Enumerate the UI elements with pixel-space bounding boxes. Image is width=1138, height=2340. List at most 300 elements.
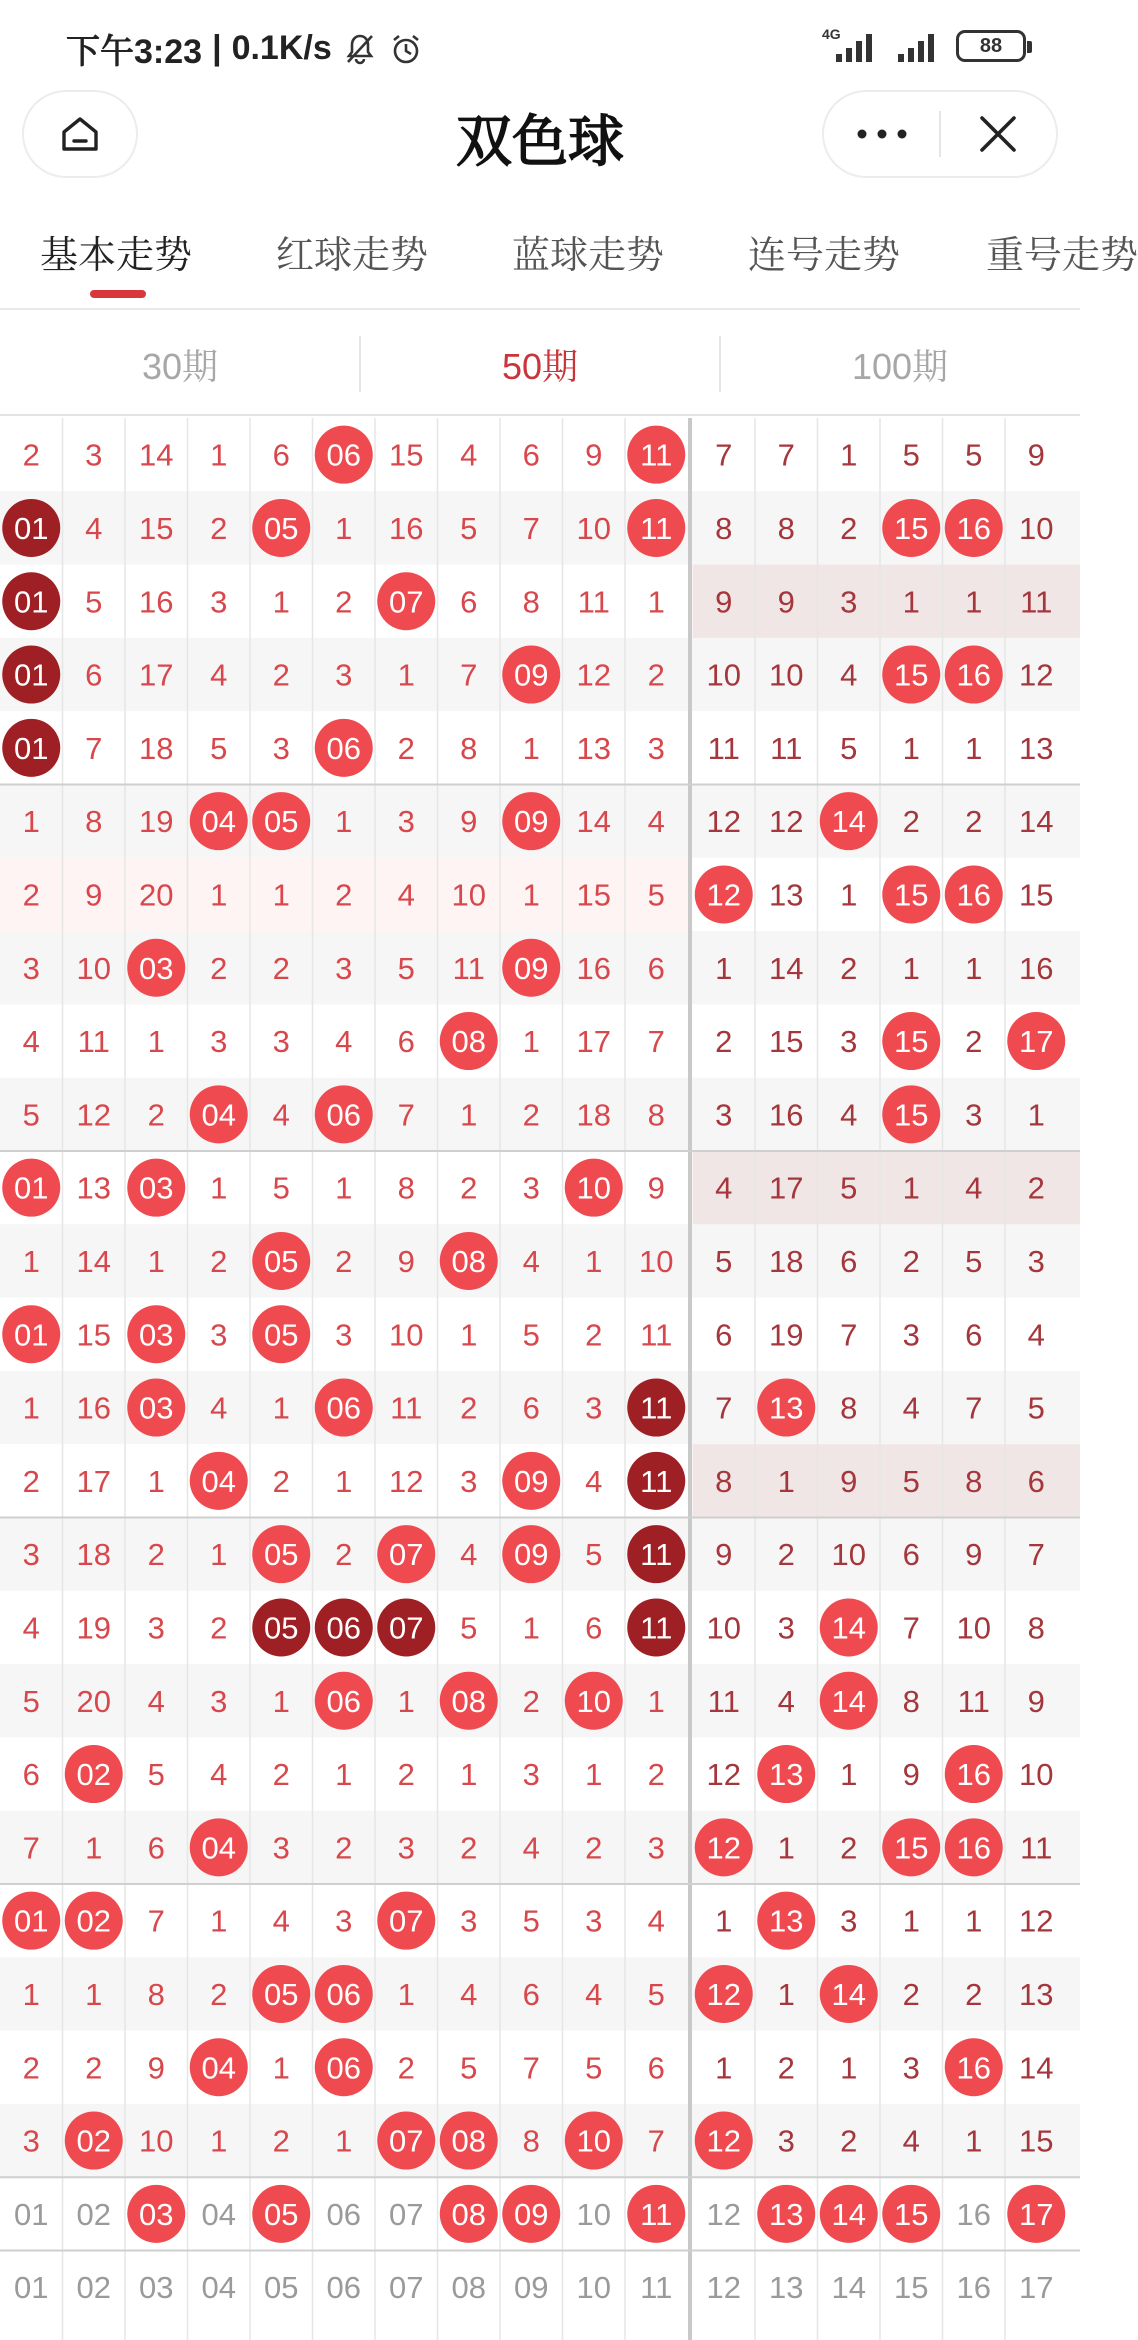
miss-count: 2: [210, 510, 228, 546]
alarm-clock-icon: [388, 31, 424, 67]
miss-count: 1: [210, 1537, 228, 1573]
miss-count: 2: [840, 510, 858, 546]
miss-count: 10: [1019, 510, 1054, 546]
ball-number: 04: [201, 1463, 236, 1499]
miss-count: 2: [965, 804, 983, 840]
miss-count: 4: [715, 1170, 733, 1206]
miss-count: 1: [22, 804, 40, 840]
period-30[interactable]: 30期: [141, 345, 219, 387]
trend-grid[interactable]: [0, 418, 1080, 2340]
ball-number: 15: [894, 657, 929, 693]
ball-number: 05: [264, 1976, 299, 2012]
miss-count: 3: [647, 1830, 665, 1866]
miss-count: 16: [389, 510, 424, 546]
ball-number: 09: [514, 1463, 549, 1499]
miss-count: 1: [715, 1903, 733, 1939]
signal-bars-icon: [822, 26, 882, 66]
miss-count: 14: [76, 1243, 111, 1279]
miss-count: 1: [840, 437, 858, 473]
ball-number: 09: [514, 1537, 549, 1573]
miss-count: 11: [707, 730, 740, 766]
ball-number: 16: [956, 2050, 991, 2086]
miss-count: 5: [397, 950, 415, 986]
miss-count: 2: [210, 1976, 228, 2012]
ball-number: 07: [389, 1903, 424, 1939]
ball-number: 05: [264, 1317, 299, 1353]
ball-number: 04: [201, 1830, 236, 1866]
miss-count: 9: [902, 1757, 920, 1793]
more-button[interactable]: [824, 92, 939, 176]
miss-count: 1: [965, 584, 983, 620]
tab-consecutive-trend[interactable]: 连号走势: [748, 235, 901, 277]
tab-repeat-trend[interactable]: 重号走势: [986, 235, 1138, 277]
miss-count: 9: [965, 1537, 983, 1573]
miniapp-capsule: [822, 90, 1058, 178]
miss-count: 1: [210, 437, 228, 473]
miss-count: 5: [522, 1903, 540, 1939]
miss-count: 15: [389, 437, 424, 473]
ball-number: 16: [956, 1830, 991, 1866]
miss-count: 01: [14, 2196, 49, 2232]
miss-count: 9: [460, 804, 478, 840]
miss-count: 10: [769, 657, 804, 693]
ball-number: 05: [264, 510, 299, 546]
miss-count: 3: [210, 1317, 228, 1353]
miss-count: 3: [840, 584, 858, 620]
miss-count: 1: [335, 1463, 353, 1499]
ball-number: 17: [1019, 1024, 1054, 1060]
miss-count: 4: [210, 1757, 228, 1793]
miss-count: 6: [522, 1390, 540, 1426]
miss-count: 1: [715, 950, 733, 986]
miss-count: 7: [902, 1610, 920, 1646]
miss-count: 11: [390, 1390, 423, 1426]
miss-count: 1: [460, 1317, 478, 1353]
miss-count: 18: [576, 1097, 611, 1133]
miss-count: 9: [397, 1243, 415, 1279]
miss-count: 5: [715, 1243, 733, 1279]
miss-count: 1: [902, 950, 920, 986]
miss-count: 1: [460, 1757, 478, 1793]
miss-count: 7: [1027, 1537, 1045, 1573]
miss-count: 03: [139, 2270, 174, 2306]
miss-count: 5: [147, 1757, 165, 1793]
miss-count: 7: [460, 657, 478, 693]
miss-count: 2: [777, 1537, 795, 1573]
miss-count: 10: [706, 1610, 741, 1646]
miss-count: 3: [335, 657, 353, 693]
miss-count: 3: [647, 730, 665, 766]
miss-count: 5: [840, 1170, 858, 1206]
miss-count: 10: [956, 1610, 991, 1646]
miss-count: 5: [522, 1317, 540, 1353]
status-right: [822, 26, 1026, 66]
miss-count: 1: [272, 584, 290, 620]
miss-count: 10: [389, 1317, 424, 1353]
ball-number: 13: [769, 1903, 804, 1939]
miss-count: 12: [1019, 657, 1054, 693]
miss-count: 3: [335, 1317, 353, 1353]
miss-count: 3: [777, 1610, 795, 1646]
period-50[interactable]: 50期: [501, 345, 579, 387]
blue-area-highlight: [693, 1444, 1081, 1517]
miss-count: 1: [965, 2123, 983, 2159]
miss-count: 02: [76, 2196, 111, 2232]
miss-count: 2: [272, 950, 290, 986]
miss-count: 2: [335, 1243, 353, 1279]
home-button[interactable]: [22, 90, 138, 178]
trend-grid-svg: [0, 418, 1080, 2340]
miss-count: 6: [397, 1024, 415, 1060]
ball-number: 11: [640, 510, 673, 546]
miss-count: 11: [77, 1024, 110, 1060]
miss-count: 17: [76, 1463, 111, 1499]
miss-count: 5: [1027, 1390, 1045, 1426]
ball-number: 08: [451, 2196, 486, 2232]
miss-count: 5: [460, 510, 478, 546]
miss-count: 17: [1019, 2270, 1054, 2306]
miss-count: 2: [210, 1243, 228, 1279]
miss-count: 9: [777, 584, 795, 620]
miss-count: 1: [210, 877, 228, 913]
miss-count: 4: [147, 1683, 165, 1719]
miss-count: 2: [335, 877, 353, 913]
miss-count: 9: [1027, 437, 1045, 473]
miss-count: 4: [585, 1463, 603, 1499]
ball-number: 16: [956, 877, 991, 913]
ball-number: 14: [831, 1976, 866, 2012]
miss-count: 11: [640, 1317, 673, 1353]
miss-count: 2: [585, 1830, 603, 1866]
miss-count: 1: [585, 1757, 603, 1793]
miss-count: 1: [397, 1683, 415, 1719]
ball-number: 01: [14, 1903, 49, 1939]
miss-count: 4: [460, 1976, 478, 2012]
miss-count: 19: [769, 1317, 804, 1353]
miss-count: 2: [902, 804, 920, 840]
ball-number: 16: [956, 657, 991, 693]
ball-number: 11: [640, 1610, 673, 1646]
miss-count: 14: [139, 437, 174, 473]
miss-count: 7: [647, 1024, 665, 1060]
miss-count: 07: [389, 2196, 424, 2232]
ball-number: 03: [139, 1170, 174, 1206]
miss-count: 12: [576, 657, 611, 693]
miss-count: 4: [210, 1390, 228, 1426]
miss-count: 2: [840, 1830, 858, 1866]
miss-count: 9: [647, 1170, 665, 1206]
miss-count: 7: [715, 1390, 733, 1426]
miss-count: 5: [902, 437, 920, 473]
miss-count: 15: [139, 510, 174, 546]
miss-count: 9: [840, 1463, 858, 1499]
miss-count: 08: [451, 2270, 486, 2306]
miss-count: 6: [840, 1243, 858, 1279]
miss-count: 06: [326, 2196, 361, 2232]
ball-number: 01: [14, 657, 49, 693]
miss-count: 1: [1027, 1097, 1045, 1133]
miss-count: 2: [1027, 1170, 1045, 1206]
miss-count: 4: [460, 437, 478, 473]
miss-count: 3: [272, 730, 290, 766]
miss-count: 9: [715, 584, 733, 620]
ball-number: 15: [894, 1830, 929, 1866]
ball-number: 11: [640, 1390, 673, 1426]
miss-count: 3: [777, 2123, 795, 2159]
miss-count: 12: [706, 1757, 741, 1793]
miss-count: 11: [957, 1683, 990, 1719]
miss-count: 1: [715, 2050, 733, 2086]
miss-count: 2: [397, 2050, 415, 2086]
miss-count: 12: [769, 804, 804, 840]
miss-count: 18: [76, 1537, 111, 1573]
miss-count: 10: [576, 510, 611, 546]
miss-count: 1: [647, 584, 665, 620]
miss-count: 2: [715, 1024, 733, 1060]
miss-count: 2: [902, 1243, 920, 1279]
miss-count: 13: [769, 877, 804, 913]
miss-count: 5: [585, 1537, 603, 1573]
miss-count: 13: [769, 2270, 804, 2306]
miss-count: 15: [1019, 877, 1054, 913]
miss-count: 5: [965, 1243, 983, 1279]
ball-number: 11: [640, 1463, 673, 1499]
miss-count: 6: [902, 1537, 920, 1573]
miss-count: 1: [460, 1097, 478, 1133]
miss-count: 5: [22, 1097, 40, 1133]
miss-count: 1: [840, 2050, 858, 2086]
ball-number: 01: [14, 1170, 49, 1206]
miss-count: 9: [85, 877, 103, 913]
miss-count: 1: [965, 1903, 983, 1939]
miss-count: 1: [522, 877, 540, 913]
miss-count: 6: [965, 1317, 983, 1353]
ball-number: 14: [831, 1610, 866, 1646]
miss-count: 6: [522, 437, 540, 473]
miss-count: 3: [965, 1097, 983, 1133]
miss-count: 2: [272, 657, 290, 693]
miss-count: 3: [840, 1903, 858, 1939]
miss-count: 5: [460, 2050, 478, 2086]
miss-count: 15: [894, 2270, 929, 2306]
ball-number: 17: [1019, 2196, 1054, 2232]
miss-count: 4: [460, 1537, 478, 1573]
miss-count: 15: [76, 1317, 111, 1353]
miss-count: 8: [902, 1683, 920, 1719]
miss-count: 12: [706, 2196, 741, 2232]
miss-count: 9: [1027, 1683, 1045, 1719]
miss-count: 8: [840, 1390, 858, 1426]
ball-number: 10: [576, 1683, 611, 1719]
miss-count: 1: [840, 1757, 858, 1793]
ball-number: 08: [451, 1024, 486, 1060]
miss-count: 2: [335, 1830, 353, 1866]
status-divider: |: [212, 29, 222, 67]
miss-count: 19: [139, 804, 174, 840]
ball-number: 13: [769, 1757, 804, 1793]
miss-count: 5: [840, 730, 858, 766]
ball-number: 03: [139, 1390, 174, 1426]
active-tab-indicator: [90, 290, 146, 298]
ball-number: 12: [706, 1830, 741, 1866]
miss-count: 1: [777, 1830, 795, 1866]
miss-count: 13: [1019, 1976, 1054, 2012]
miss-count: 05: [264, 2270, 299, 2306]
miss-count: 3: [210, 584, 228, 620]
miss-count: 4: [965, 1170, 983, 1206]
miss-count: 17: [576, 1024, 611, 1060]
miss-count: 3: [210, 1024, 228, 1060]
miss-count: 2: [335, 584, 353, 620]
miss-count: 6: [585, 1610, 603, 1646]
miss-count: 07: [389, 2270, 424, 2306]
miss-count: 9: [715, 1537, 733, 1573]
ball-number: 14: [831, 2196, 866, 2232]
ball-number: 01: [14, 1317, 49, 1353]
miss-count: 1: [147, 1024, 165, 1060]
miss-count: 2: [22, 437, 40, 473]
miss-count: 4: [647, 804, 665, 840]
miss-count: 11: [707, 1683, 740, 1719]
miss-count: 6: [647, 950, 665, 986]
miss-count: 5: [647, 1976, 665, 2012]
ball-number: 01: [14, 510, 49, 546]
miss-count: 2: [840, 2123, 858, 2159]
miss-count: 1: [272, 877, 290, 913]
miss-count: 15: [1019, 2123, 1054, 2159]
ball-number: 03: [139, 2196, 174, 2232]
miss-count: 1: [965, 730, 983, 766]
close-icon: [978, 114, 1018, 154]
miss-count: 1: [902, 1170, 920, 1206]
ball-number: 05: [264, 1243, 299, 1279]
miss-count: 1: [147, 1463, 165, 1499]
miss-count: 1: [85, 1976, 103, 2012]
miss-count: 1: [22, 1243, 40, 1279]
ball-number: 12: [706, 1976, 741, 2012]
miss-count: 1: [647, 1683, 665, 1719]
ball-number: 04: [201, 1097, 236, 1133]
miss-count: 1: [397, 1976, 415, 2012]
ball-number: 15: [894, 510, 929, 546]
miss-count: 2: [840, 950, 858, 986]
ball-number: 01: [14, 730, 49, 766]
miss-count: 8: [647, 1097, 665, 1133]
miss-count: 1: [585, 1243, 603, 1279]
miss-count: 4: [585, 1976, 603, 2012]
miss-count: 1: [902, 1903, 920, 1939]
miss-count: 3: [840, 1024, 858, 1060]
miss-count: 3: [22, 1537, 40, 1573]
miss-count: 16: [769, 1097, 804, 1133]
miss-count: 3: [585, 1903, 603, 1939]
miss-count: 6: [460, 584, 478, 620]
ball-number: 08: [451, 2123, 486, 2159]
miss-count: 6: [1027, 1463, 1045, 1499]
miss-count: 7: [522, 510, 540, 546]
miss-count: 3: [335, 1903, 353, 1939]
tab-basic-trend[interactable]: 基本走势: [40, 235, 193, 277]
miss-count: 3: [210, 1683, 228, 1719]
miss-count: 1: [147, 1243, 165, 1279]
miss-count: 1: [522, 1024, 540, 1060]
miss-count: 2: [460, 1170, 478, 1206]
miss-count: 11: [640, 2270, 673, 2306]
ball-number: 15: [894, 2196, 929, 2232]
miss-count: 4: [272, 1903, 290, 1939]
miss-count: 10: [76, 950, 111, 986]
miss-count: 5: [965, 437, 983, 473]
ball-number: 09: [514, 657, 549, 693]
miss-count: 5: [210, 730, 228, 766]
miss-count: 3: [522, 1170, 540, 1206]
miss-count: 3: [460, 1903, 478, 1939]
miss-count: 12: [706, 2270, 741, 2306]
miss-count: 4: [272, 1097, 290, 1133]
ball-number: 09: [514, 2196, 549, 2232]
miss-count: 2: [460, 1390, 478, 1426]
ball-number: 03: [139, 950, 174, 986]
miss-count: 02: [76, 2270, 111, 2306]
tab-blue-ball-trend[interactable]: 蓝球走势: [512, 235, 665, 277]
ball-number: 02: [76, 2123, 111, 2159]
period-100[interactable]: 100期: [851, 345, 949, 387]
miss-count: 10: [639, 1243, 674, 1279]
miss-count: 7: [522, 2050, 540, 2086]
miss-count: 11: [770, 730, 803, 766]
ball-number: 07: [389, 2123, 424, 2159]
miss-count: 7: [22, 1830, 40, 1866]
miss-count: 7: [647, 2123, 665, 2159]
miss-count: 2: [902, 1976, 920, 2012]
miss-count: 2: [147, 1097, 165, 1133]
miss-count: 7: [777, 437, 795, 473]
ball-number: 10: [576, 2123, 611, 2159]
close-button[interactable]: [941, 92, 1056, 176]
miss-count: 15: [769, 1024, 804, 1060]
miss-count: 14: [769, 950, 804, 986]
miss-count: 5: [460, 1610, 478, 1646]
miss-count: 6: [272, 437, 290, 473]
miss-count: 8: [1027, 1610, 1045, 1646]
miss-count: 1: [272, 1390, 290, 1426]
miss-count: 10: [576, 2270, 611, 2306]
ball-number: 07: [389, 1537, 424, 1573]
miss-count: 7: [397, 1097, 415, 1133]
miss-count: 10: [1019, 1757, 1054, 1793]
miss-count: 4: [522, 1830, 540, 1866]
network-type: 4G: [822, 26, 841, 42]
ball-number: 04: [201, 804, 236, 840]
miss-count: 10: [576, 2196, 611, 2232]
miss-count: 3: [147, 1610, 165, 1646]
miss-count: 1: [335, 1757, 353, 1793]
miss-count: 4: [85, 510, 103, 546]
miss-count: 8: [522, 2123, 540, 2159]
miss-count: 5: [585, 2050, 603, 2086]
miss-count: 8: [460, 730, 478, 766]
ball-number: 11: [640, 437, 673, 473]
miss-count: 2: [965, 1976, 983, 2012]
miss-count: 1: [902, 584, 920, 620]
miss-count: 9: [147, 2050, 165, 2086]
miss-count: 16: [576, 950, 611, 986]
miss-count: 10: [139, 2123, 174, 2159]
title-bar: [0, 90, 1080, 180]
miss-count: 12: [706, 804, 741, 840]
miss-count: 10: [706, 657, 741, 693]
tab-red-ball-trend[interactable]: 红球走势: [276, 235, 429, 277]
